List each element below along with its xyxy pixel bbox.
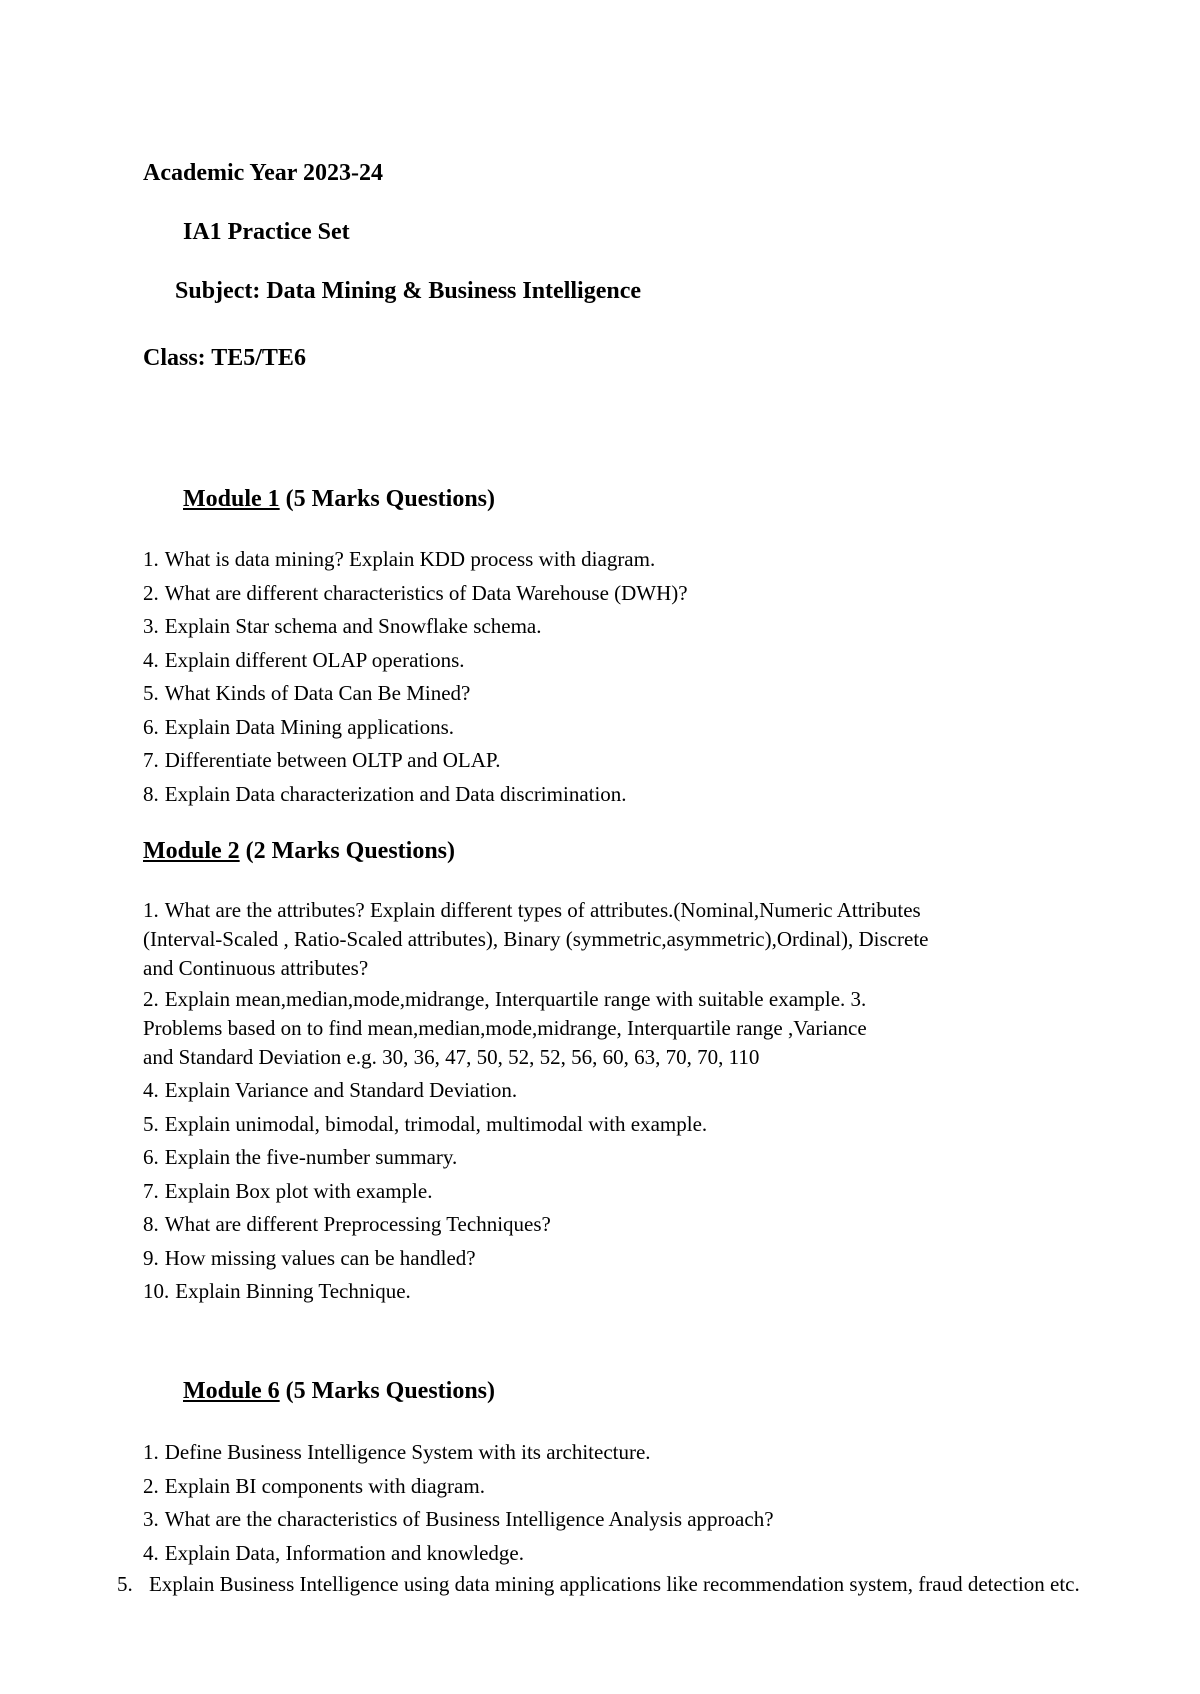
module2-heading [143, 838, 455, 865]
practice-set-title: IA1 Practice Set [183, 219, 350, 245]
module1-title: Module 1 [183, 486, 280, 512]
list-item: 8. Explain Data characterization and Data discrimination. [143, 781, 627, 806]
list-item: 5. Explain Business Intelligence using data mining applications like recommendation system, fraud detection etc. [117, 1572, 1080, 1596]
module2-title: Module 2 [143, 838, 240, 864]
list-item: 4. Explain different OLAP operations. [143, 647, 465, 672]
academic-year: Academic Year 2023-24 [143, 160, 383, 186]
list-item: 4. Explain Data, Information and knowledge. [143, 1540, 524, 1565]
subject-line: Subject: Data Mining & Business Intelligence [175, 278, 642, 304]
module6-subtitle: (5 Marks Questions) [285, 1378, 496, 1404]
list-item: 1. Define Business Intelligence System with its architecture. [143, 1440, 651, 1464]
list-item: 6. Explain the five-number summary. [143, 1145, 458, 1169]
list-item: 7. Explain Box plot with example. [143, 1178, 433, 1203]
module1-heading [183, 486, 495, 513]
module1-question-list [143, 543, 688, 811]
list-item: 2. Explain BI components with diagram. [143, 1473, 485, 1498]
list-item: 5. What Kinds of Data Can Be Mined? [143, 681, 471, 705]
list-item: 5. Explain unimodal, bimodal, trimodal, multimodal with example. [143, 1111, 708, 1136]
class-line: Class: TE5/TE6 [143, 345, 306, 371]
list-item: 4. Explain Variance and Standard Deviation. [143, 1078, 518, 1102]
list-item: 10. Explain Binning Technique. [143, 1279, 411, 1303]
list-item: 1. What are the attributes? Explain different types of attributes.(Nominal,Numeric Attributes (Interval-Scaled , Ratio-Scaled attributes), Binary (symmetric,asymmetric),Ordinal), Discrete and Continuous attributes? [143, 898, 929, 980]
module6-heading [183, 1378, 495, 1405]
module2-subtitle: (2 Marks Questions) [245, 838, 456, 864]
module1-subtitle: (5 Marks Questions) [285, 486, 496, 512]
list-item: 3. What are the characteristics of Business Intelligence Analysis approach? [143, 1507, 774, 1531]
module6-question-list [117, 1436, 1129, 1599]
list-item: 3. Explain Star schema and Snowflake schema. [143, 614, 542, 638]
list-item: 8. What are different Preprocessing Techniques? [143, 1212, 551, 1236]
module6-title: Module 6 [183, 1378, 280, 1404]
list-item: 1. What is data mining? Explain KDD process with diagram. [143, 547, 656, 571]
list-item: 9. How missing values can be handled? [143, 1245, 476, 1270]
module2-question-list [143, 896, 928, 1309]
list-item: 7. Differentiate between OLTP and OLAP. [143, 748, 501, 772]
list-item: 2. What are different characteristics of Data Warehouse (DWH)? [143, 580, 688, 605]
list-item: 6. Explain Data Mining applications. [143, 714, 455, 739]
list-item: 2. Explain mean,median,mode,midrange, Interquartile range with suitable example. 3. Problems based on to find mean,median,mode,midrange, Interquartile range ,Variance and Standard Deviation e.g. 30, 36, 47, 50, 52, 52, 56, 60, 63, 70, 70, 110 [143, 987, 867, 1069]
